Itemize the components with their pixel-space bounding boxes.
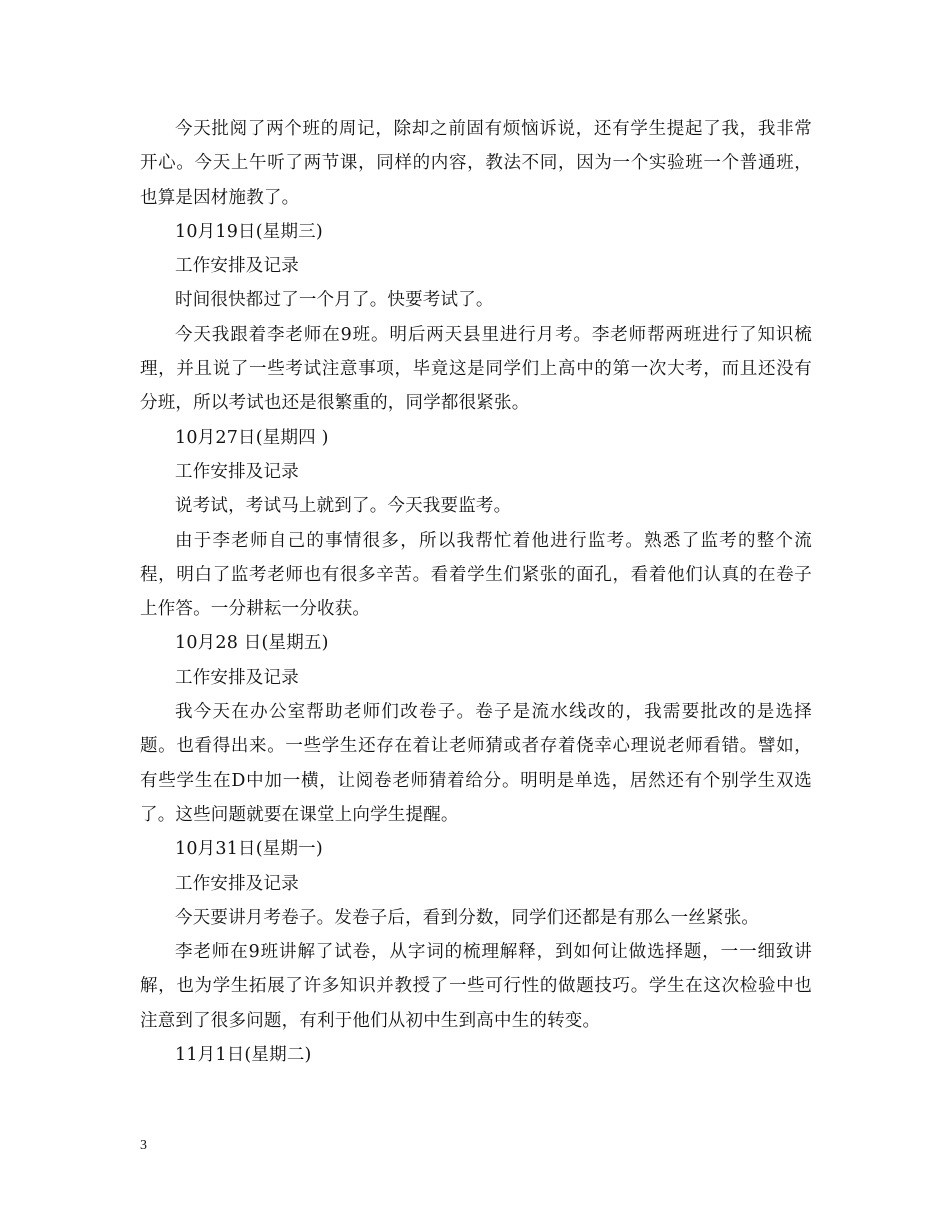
paragraph-diary-entry: 由于李老师自己的事情很多，所以我帮忙着他进行监考。熟悉了监考的整个流程，明白了监考老师也有很多辛苦。看着学生们紧张的面孔，看着他们认真的在卷子上作答。一分耕耘一分收获。: [140, 530, 812, 620]
section-heading: 工作安排及记录: [175, 461, 299, 482]
paragraph-diary-entry: 我今天在办公室帮助老师们改卷子。卷子是流水线改的，我需要批改的是选择题。也看得出来。一些学生还存在着让老师猜或者存着侥幸心理说老师看错。譬如，有些学生在D中加一横，让阅卷老师猜着给分。明明是单选，居然还有个别学生双选了。这些问题就要在课堂上向学生提醒。: [140, 702, 812, 825]
date-heading-oct-31: 10月31日(星期一): [175, 839, 323, 860]
section-heading: 工作安排及记录: [175, 873, 299, 894]
date-heading-oct-27: 10月27日(星期四 ): [175, 427, 329, 448]
paragraph-diary-entry: 时间很快都过了一个月了。快要考试了。: [175, 290, 494, 311]
paragraph-diary-entry: 李老师在9班讲解了试卷，从字词的梳理解释，到如何让做选择题，一一细致讲解，也为学生拓展了许多知识并教授了一些可行性的做题技巧。学生在这次检验中也注意到了很多问题，有利于他们从初中生到高中生的转变。: [140, 942, 812, 1031]
page-number: 3: [140, 1138, 147, 1153]
date-heading-oct-19: 10月19日(星期三): [175, 221, 323, 242]
section-heading: 工作安排及记录: [175, 256, 299, 277]
section-heading: 工作安排及记录: [175, 667, 299, 688]
paragraph-diary-entry: 今天批阅了两个班的周记，除却之前固有烦恼诉说，还有学生提起了我，我非常开心。今天上午听了两节课，同样的内容，教法不同，因为一个实验班一个普通班，也算是因材施教了。: [140, 119, 812, 208]
date-heading-nov-1: 11月1日(星期二): [175, 1045, 312, 1066]
document-body: [140, 112, 812, 1072]
date-heading-oct-28: 10月28 日(星期五): [175, 633, 329, 654]
paragraph-diary-entry: 说考试，考试马上就到了。今天我要监考。: [175, 496, 512, 517]
paragraph-diary-entry: 今天要讲月考卷子。发卷子后，看到分数，同学们还都是有那么一丝紧张。: [175, 907, 760, 928]
paragraph-diary-entry: 今天我跟着李老师在9班。明后两天县里进行月考。李老师帮两班进行了知识梳理，并且说了一些考试注意事项，毕竟这是同学们上高中的第一次大考，而且还没有分班，所以考试也还是很繁重的，同学都很紧张。: [140, 324, 812, 414]
